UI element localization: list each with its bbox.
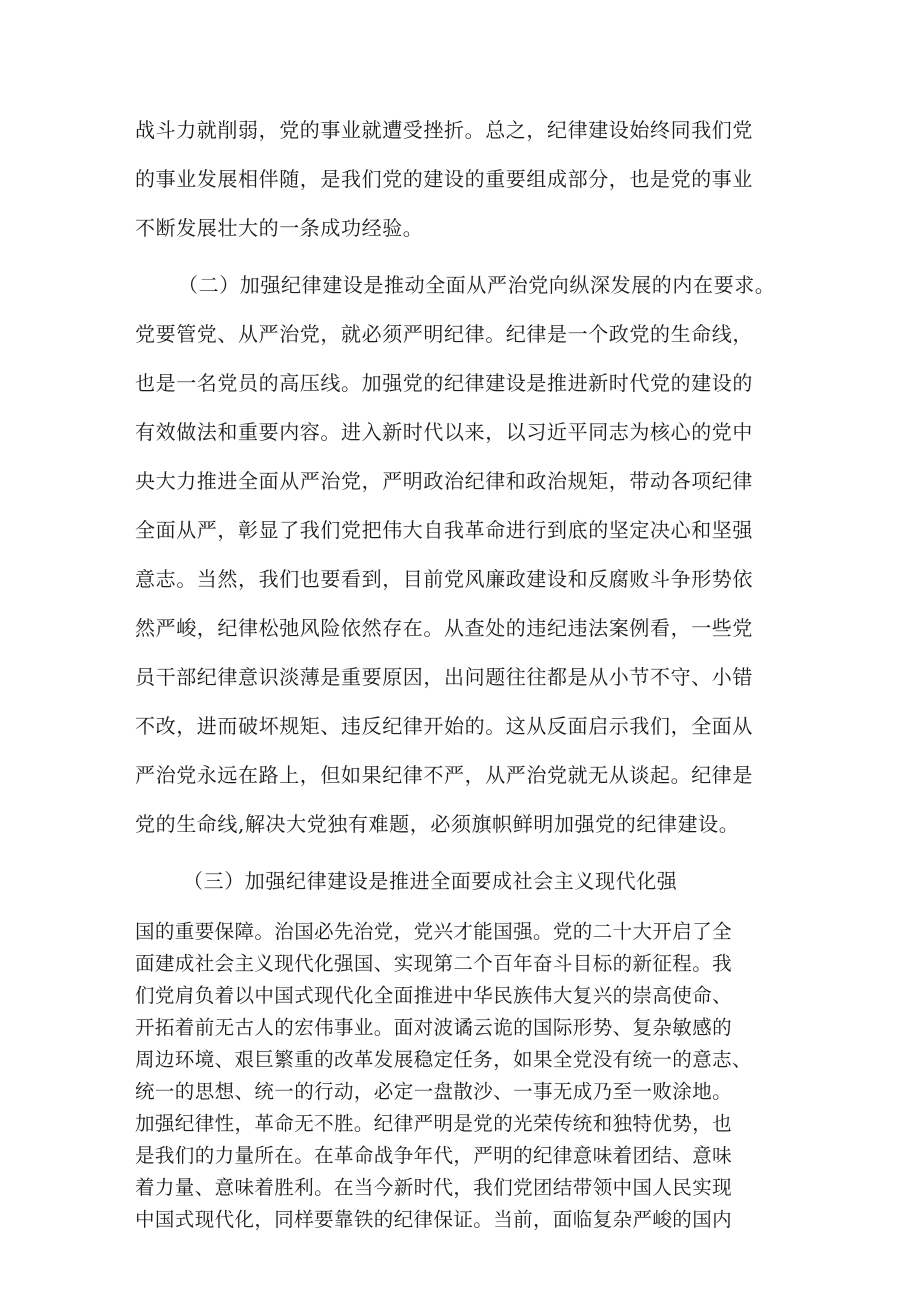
- text-line: 国的重要保障。治国必先治党，党兴才能国强。党的二十大开启了全: [135, 920, 733, 943]
- text-line: 们党肩负着以中国式现代化全面推进中华民族伟大复兴的崇高使命、: [135, 984, 733, 1007]
- text-line: 也是一名党员的高压线。加强党的纪律建设是推进新时代党的建设的: [135, 371, 753, 395]
- text-line: 面建成社会主义现代化强国、实现第二个百年奋斗目标的新征程。我: [135, 952, 733, 975]
- text-line: 的事业发展相伴随，是我们党的建设的重要组成部分，也是党的事业: [135, 167, 753, 191]
- text-line: 不改，进而破坏规矩、违反纪律开始的。这从反面启示我们，全面从: [135, 714, 753, 738]
- text-line: 着力量、意味着胜利。在当今新时代，我们党团结带领中国人民实现: [135, 1176, 733, 1199]
- text-line: 央大力推进全面从严治党，严明政治纪律和政治规矩，带动各项纪律: [135, 469, 753, 493]
- text-line: 有效做法和重要内容。进入新时代以来，以习近平同志为核心的党中: [135, 420, 753, 444]
- text-line: 意志。当然，我们也要看到，目前党风廉政建设和反腐败斗争形势依: [135, 567, 753, 591]
- text-line: 不断发展壮大的一条成功经验。: [135, 216, 424, 240]
- text-line: 然严峻，纪律松弛风险依然存在。从查处的违纪违法案例看，一些党: [135, 616, 753, 640]
- section-two-heading: （二）加强纪律建设是推动全面从严治党向纵深发展的内在要求。: [178, 273, 776, 297]
- text-line: 周边环境、艰巨繁重的改革发展稳定任务，如果全党没有统一的意志、: [135, 1048, 752, 1071]
- text-line: 党的生命线,解决大党独有难题，必须旗帜鲜明加强党的纪律建设。: [135, 812, 740, 836]
- text-line: 中国式现代化，同样要靠铁的纪律保证。当前，面临复杂严峻的国内: [135, 1208, 733, 1231]
- text-line: 是我们的力量所在。在革命战争年代，严明的纪律意味着团结、意味: [135, 1144, 733, 1167]
- text-line: 统一的思想、统一的行动，必定一盘散沙、一事无成乃至一败涂地。: [135, 1080, 733, 1103]
- text-line: 加强纪律性，革命无不胜。纪律严明是党的光荣传统和独特优势，也: [135, 1112, 733, 1135]
- text-line: 严治党永远在路上，但如果纪律不严，从严治党就无从谈起。纪律是: [135, 763, 753, 787]
- text-line: 开拓着前无古人的宏伟事业。面对波谲云诡的国际形势、复杂敏感的: [135, 1016, 733, 1039]
- text-line: 党要管党、从严治党，就必须严明纪律。纪律是一个政党的生命线，: [135, 322, 753, 346]
- text-line: 战斗力就削弱，党的事业就遭受挫折。总之，纪律建设始终同我们党: [135, 118, 753, 142]
- text-line: 全面从严，彰显了我们党把伟大自我革命进行到底的坚定决心和坚强: [135, 518, 753, 542]
- text-line: 员干部纪律意识淡薄是重要原因，出问题往往都是从小节不守、小错: [135, 665, 753, 689]
- section-three-heading: （三）加强纪律建设是推进全面要成社会主义现代化强: [183, 869, 678, 893]
